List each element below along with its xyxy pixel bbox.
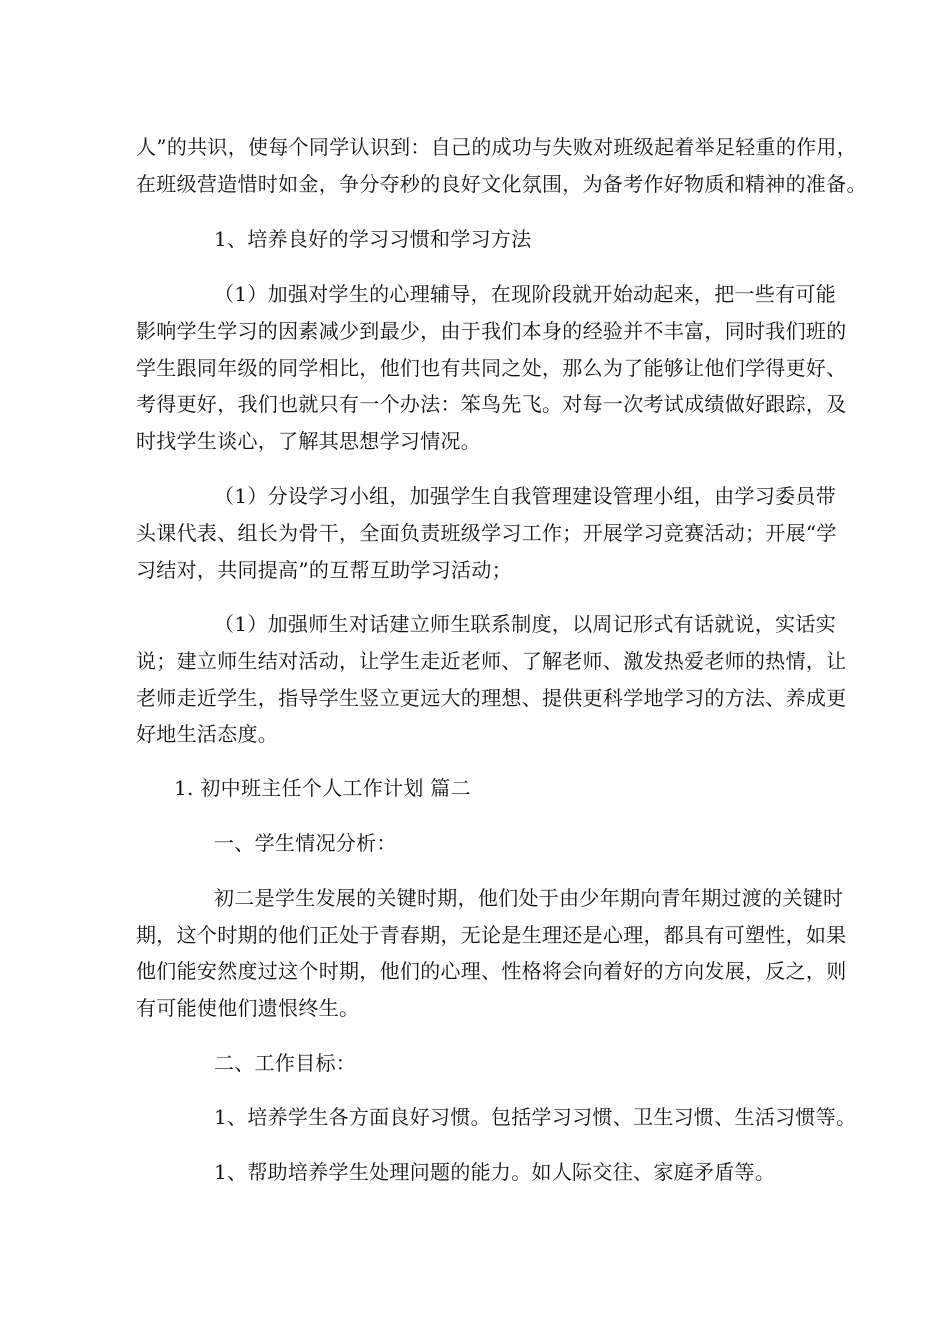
text-line: 人”的共识，使每个同学认识到：自己的成功与失败对班级起着举足轻重的作用， <box>136 135 858 159</box>
text-line: 考得更好，我们也就只有一个办法：笨鸟先飞。对每一次考试成绩做好跟踪，及 <box>136 392 847 416</box>
text-line: 头课代表、组长为骨干，全面负责班级学习工作；开展学习竞赛活动；开展“学 <box>136 521 837 545</box>
text-line: （1）加强师生对话建立师生联系制度，以周记形式有话就说，实话实 <box>214 612 837 636</box>
text-line: 老师走近学生，指导学生竖立更远大的理想、提供更科学地学习的方法、养成更 <box>136 686 847 710</box>
text-line: 有可能使他们遗恨终生。 <box>136 996 360 1020</box>
text-line: 影响学生学习的因素减少到最少，由于我们本身的经验并不丰富，同时我们班的 <box>136 319 847 343</box>
text-line: 好地生活态度。 <box>136 722 279 746</box>
text-line: 他们能安然度过这个时期，他们的心理、性格将会向着好的方向发展，反之，则 <box>136 959 847 983</box>
text-line: （1）分设学习小组，加强学生自我管理建设管理小组，由学习委员带 <box>214 484 837 508</box>
text-line: 期，这个时期的他们正处于青春期，无论是生理还是心理，都具有可塑性，如果 <box>136 923 847 947</box>
numbered-heading: 1、培养良好的学习习惯和学习方法 <box>214 227 532 251</box>
section-heading: 二、工作目标： <box>214 1051 357 1075</box>
text-line: 在班级营造惜时如金，争分夺秒的良好文化氛围，为备考作好物质和精神的准备。 <box>136 172 867 196</box>
text-line: 初二是学生发展的关键时期，他们处于由少年期向青年期过渡的关键时 <box>214 886 844 910</box>
text-line: 1、培养学生各方面良好习惯。包括学习习惯、卫生习惯、生活习惯等。 <box>214 1105 857 1129</box>
text-line: 时找学生谈心，了解其思想学习情况。 <box>136 429 482 453</box>
text-line: 习结对，共同提高”的互帮互助学习活动； <box>136 558 512 582</box>
text-line: 1、帮助培养学生处理问题的能力。如人际交往、家庭矛盾等。 <box>214 1160 776 1184</box>
text-line: 说；建立师生结对活动，让学生走近老师、了解老师、激发热爱老师的热情，让 <box>136 649 847 673</box>
text-line: 学生跟同年级的同学相比，他们也有共同之处，那么为了能够让他们学得更好、 <box>136 356 847 380</box>
text-line: （1）加强对学生的心理辅导，在现阶段就开始动起来，把一些有可能 <box>214 282 837 306</box>
section-heading: 一、学生情况分析： <box>214 831 397 855</box>
section-heading: 1. 初中班主任个人工作计划 篇二 <box>174 776 471 800</box>
